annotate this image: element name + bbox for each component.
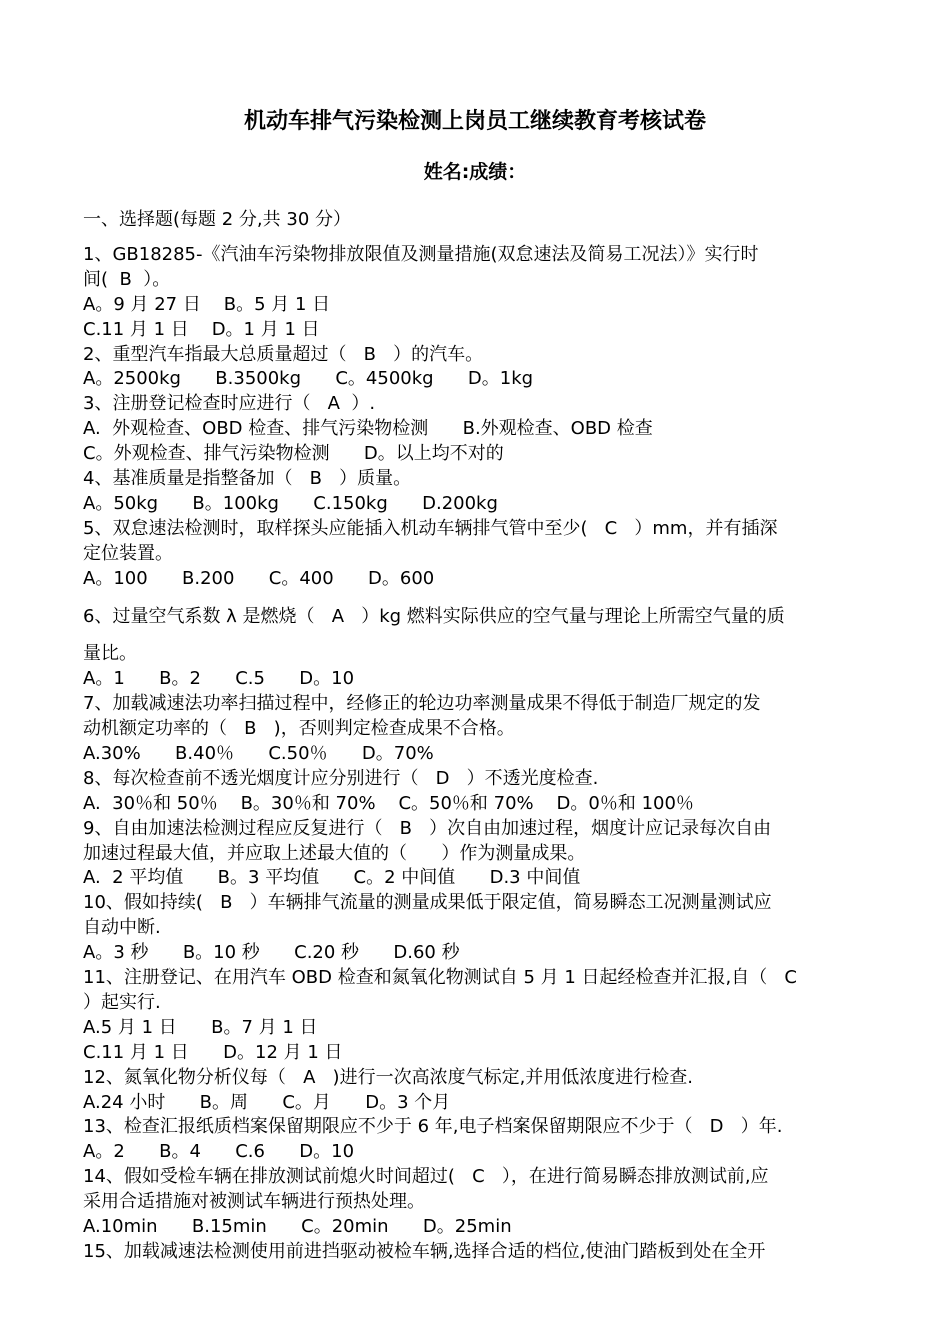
answer-options: A。9 月 27 日 B。5 月 1 日 (83, 293, 331, 315)
answer-options: A。1 B。2 C.5 D。10 (83, 668, 355, 690)
answer-options: A. 外观检查、OBD 检查、排气污染物检测 B.外观检查、OBD 检查 (83, 418, 653, 440)
section-heading: 一、选择题(每题 2 分,共 30 分） (83, 209, 351, 230)
question-text: 9、自由加速法检测过程应反复进行（ B ）次自由加速过程，烟度计应记录每次自由 (83, 817, 772, 839)
question-text: ）起实行. (83, 991, 161, 1013)
question-text: 3、注册登记检查时应进行（ A ）. (83, 393, 376, 415)
question-text: 15、加载减速法检测使用前进挡驱动被检车辆,选择合适的档位,使油门踏板到处在全开 (83, 1240, 766, 1262)
question-text: 量比。 (83, 643, 137, 665)
name-score-line: 姓名:成绩： (423, 161, 527, 183)
answer-options: C.11 月 1 日 D。12 月 1 日 (83, 1041, 343, 1063)
answer-options: A.24 小时 B。周 C。月 D。3 个月 (83, 1091, 451, 1113)
paragraph-gap (83, 591, 873, 605)
exam-title: 机动车排气污染检测上岗员工继续教育考核试卷 (243, 109, 706, 134)
answer-options: A。2500kg B.3500kg C。4500kg D。1kg (83, 368, 534, 390)
question-text: 自动中断. (83, 917, 161, 939)
question-text: 8、每次检查前不透光烟度计应分别进行（ D ）不透光度检查. (83, 767, 599, 789)
question-text: 10、假如持续( B ）车辆排气流量的测量成果低于限定值，简易瞬态工况测量测试应 (83, 892, 772, 914)
question-text: 13、检查汇报纸质档案保留期限应不少于 6 年,电子档案保留期限应不少于（ D ）年. (83, 1116, 783, 1138)
answer-options: A.10min B.15min C。20min D。25min (83, 1215, 512, 1237)
question-text: 动机额定功率的（ B )，否则判定检查成果不合格。 (83, 718, 515, 740)
answer-options: A. 2 平均值 B。3 平均值 C。2 中间值 D.3 中间值 (83, 867, 581, 889)
answer-options: C.11 月 1 日 D。1 月 1 日 (83, 318, 320, 340)
question-text: 14、假如受检车辆在排放测试前熄火时间超过( C ），在进行简易瞬态排放测试前,应 (83, 1166, 769, 1188)
question-text: 11、注册登记、在用汽车 OBD 检查和氮氧化物测试自 5 月 1 日起经检查并汇报,自（ C (83, 967, 797, 989)
question-text: 4、基准质量是指整备加（ B ）质量。 (83, 468, 412, 490)
answer-options: A。50kg B。100kg C.150kg D.200kg (83, 492, 498, 514)
answer-options: C。外观检查、排气污染物检测 D。以上均不对的 (83, 443, 504, 465)
question-list (83, 243, 873, 1265)
question-text: 1、GB18285-《汽油车污染物排放限值及测量措施(双怠速法及简易工况法）》实行时 (83, 244, 759, 265)
question-text: 定位装置。 (83, 542, 173, 564)
answer-options: A.30% B.40％ C.50％ D。70% (83, 743, 434, 765)
question-text: 间( B ）。 (83, 268, 171, 290)
answer-options: A.5 月 1 日 B。7 月 1 日 (83, 1016, 318, 1038)
question-text: 5、双怠速法检测时，取样探头应能插入机动车辆排气管中至少( C ）mm，并有插深 (83, 517, 778, 539)
answer-options: A。3 秒 B。10 秒 C.20 秒 D.60 秒 (83, 942, 460, 964)
question-text: 12、氮氧化物分析仪每（ A )进行一次高浓度气标定,并用低浓度进行检查. (83, 1066, 694, 1088)
answer-options: A. 30％和 50％ B。30％和 70% C。50％和 70% D。0％和 100％ (83, 792, 694, 814)
question-text: 2、重型汽车指最大总质量超过（ B ）的汽车。 (83, 343, 484, 365)
question-text: 7、加载减速法功率扫描过程中，经修正的轮边功率测量成果不得低于制造厂规定的发 (83, 693, 761, 715)
answer-options: A。100 B.200 C。400 D。600 (83, 567, 435, 589)
question-text: 加速过程最大值，并应取上述最大值的（ ）作为测量成果。 (83, 842, 586, 864)
question-text: 采用合适措施对被测试车辆进行预热处理。 (83, 1191, 425, 1213)
question-text: 6、过量空气系数 λ 是燃烧（ A ）kg 燃料实际供应的空气量与理论上所需空气量的质 (83, 606, 785, 628)
answer-options: A。2 B。4 C.6 D。10 (83, 1141, 355, 1163)
